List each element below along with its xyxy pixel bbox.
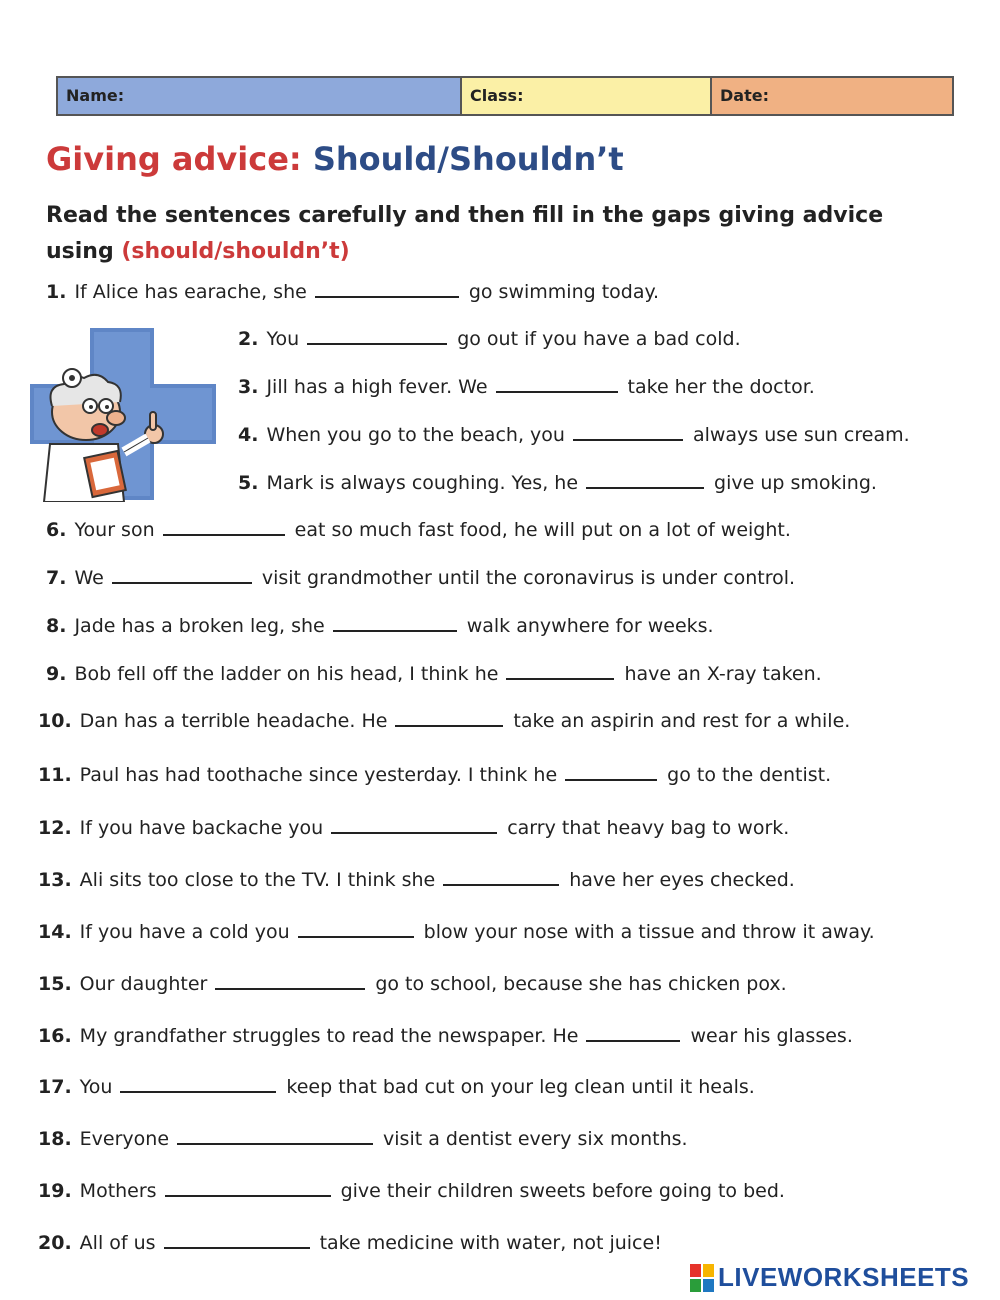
sentence-text-after: visit grandmother until the coronavirus is under control. [261,567,796,589]
class-label: Class: [470,86,524,105]
sentence-15 [38,972,787,996]
answer-blank[interactable] [333,614,457,632]
answer-blank[interactable] [443,868,559,886]
sentence-text-after: wear his glasses. [690,1025,853,1047]
sentence-number: 4. [238,424,259,446]
sentence-number: 18. [38,1128,72,1150]
sentence-text-before: We [74,567,104,589]
sentence-text-after: eat so much fast food, he will put on a lot of weight. [294,519,791,541]
sentence-number: 6. [46,519,67,541]
sentence-14 [38,920,875,944]
sentence-7 [46,566,795,590]
date-field[interactable] [712,78,952,114]
sentence-2 [238,327,741,351]
sentence-number: 11. [38,764,72,786]
instructions-highlight: (should/shouldn’t) [121,239,350,264]
sentence-text-before: Everyone [79,1128,170,1150]
sentence-number: 8. [46,615,67,637]
sentence-text-after: visit a dentist every six months. [383,1128,688,1150]
sentence-text-after: blow your nose with a tissue and throw it away. [423,921,875,943]
sentence-17 [38,1075,755,1099]
sentence-11 [38,763,831,787]
answer-blank[interactable] [315,280,459,298]
sentence-text-after: go swimming today. [468,281,660,303]
sentence-18 [38,1127,688,1151]
sentence-text-before: If Alice has earache, she [74,281,307,303]
sentence-text-before: All of us [79,1232,156,1254]
doctor-cross-icon [28,326,218,502]
sentence-text-before: Paul has had toothache since yesterday. I think he [79,764,558,786]
title-part-2: Should/Shouldn’t [312,140,624,178]
title-part-1: Giving advice: [46,140,302,178]
sentence-text-before: Jade has a broken leg, she [74,615,325,637]
sentence-1 [46,280,659,304]
sentence-number: 13. [38,869,72,891]
sentence-number: 9. [46,663,67,685]
name-label: Name: [66,86,125,105]
answer-blank[interactable] [496,375,618,393]
sentence-text-after: go out if you have a bad cold. [457,328,741,350]
sentence-text-before: Bob fell off the ladder on his head, I think he [74,663,499,685]
sentence-9 [46,662,822,686]
instructions-text: Read the sentences carefully and then fill in the gaps giving advice using [46,203,884,264]
answer-blank[interactable] [586,1024,680,1042]
sentence-text-after: go to the dentist. [667,764,832,786]
sentence-text-after: go to school, because she has chicken pox. [375,973,787,995]
sentence-6 [46,518,791,542]
answer-blank[interactable] [215,972,365,990]
answer-blank[interactable] [163,518,285,536]
answer-blank[interactable] [165,1179,331,1197]
sentence-number: 14. [38,921,72,943]
sentence-text-before: Your son [74,519,155,541]
sentence-number: 5. [238,472,259,494]
answer-blank[interactable] [565,763,657,781]
sentence-text-before: If you have backache you [79,817,324,839]
answer-blank[interactable] [307,327,447,345]
sentence-3 [238,375,815,399]
sentence-text-after: take her the doctor. [627,376,815,398]
sentence-number: 7. [46,567,67,589]
sentence-text-before: My grandfather struggles to read the newspaper. He [79,1025,579,1047]
sentence-text-after: take an aspirin and rest for a while. [513,710,851,732]
sentence-10 [38,709,850,733]
answer-blank[interactable] [573,423,683,441]
header-bar [56,76,954,116]
answer-blank[interactable] [395,709,503,727]
sentence-19 [38,1179,785,1203]
sentence-text-after: give up smoking. [714,472,877,494]
sentence-text-before: When you go to the beach, you [266,424,565,446]
answer-blank[interactable] [164,1231,310,1249]
answer-blank[interactable] [112,566,252,584]
instructions [46,198,936,270]
sentence-text-before: You [79,1076,113,1098]
answer-blank[interactable] [586,471,704,489]
sentence-20 [38,1231,662,1255]
sentence-number: 2. [238,328,259,350]
sentence-number: 19. [38,1180,72,1202]
sentence-13 [38,868,795,892]
sentence-text-after: have her eyes checked. [569,869,795,891]
page-title [46,140,624,178]
sentence-text-before: Our daughter [79,973,208,995]
sentence-4 [238,423,910,447]
sentence-text-before: Ali sits too close to the TV. I think she [79,869,436,891]
sentence-text-before: Mothers [79,1180,157,1202]
answer-blank[interactable] [506,662,614,680]
answer-blank[interactable] [120,1075,276,1093]
sentence-text-before: You [266,328,300,350]
sentence-text-after: take medicine with water, not juice! [319,1232,662,1254]
sentence-number: 16. [38,1025,72,1047]
sentence-12 [38,816,789,840]
answer-blank[interactable] [331,816,497,834]
sentence-text-before: Jill has a high fever. We [266,376,488,398]
sentence-16 [38,1024,853,1048]
date-label: Date: [720,86,769,105]
sentence-text-after: walk anywhere for weeks. [466,615,714,637]
answer-blank[interactable] [177,1127,373,1145]
liveworksheets-logo-icon [690,1264,714,1292]
sentence-number: 3. [238,376,259,398]
sentence-text-after: have an X-ray taken. [624,663,822,685]
sentence-number: 17. [38,1076,72,1098]
brand-footer [690,1262,969,1293]
sentence-text-after: carry that heavy bag to work. [507,817,790,839]
sentence-text-before: Mark is always coughing. Yes, he [266,472,579,494]
sentence-5 [238,471,877,495]
sentence-number: 1. [46,281,67,303]
answer-blank[interactable] [298,920,414,938]
sentence-number: 15. [38,973,72,995]
sentence-text-after: always use sun cream. [692,424,910,446]
sentence-number: 12. [38,817,72,839]
sentence-text-after: keep that bad cut on your leg clean until it heals. [286,1076,755,1098]
brand-text: LIVEWORKSHEETS [718,1262,970,1292]
sentence-text-before: If you have a cold you [79,921,290,943]
name-field[interactable] [58,78,462,114]
sentence-number: 20. [38,1232,72,1254]
sentence-text-after: give their children sweets before going to bed. [340,1180,785,1202]
sentence-text-before: Dan has a terrible headache. He [79,710,388,732]
sentence-number: 10. [38,710,72,732]
class-field[interactable] [462,78,712,114]
sentence-8 [46,614,714,638]
